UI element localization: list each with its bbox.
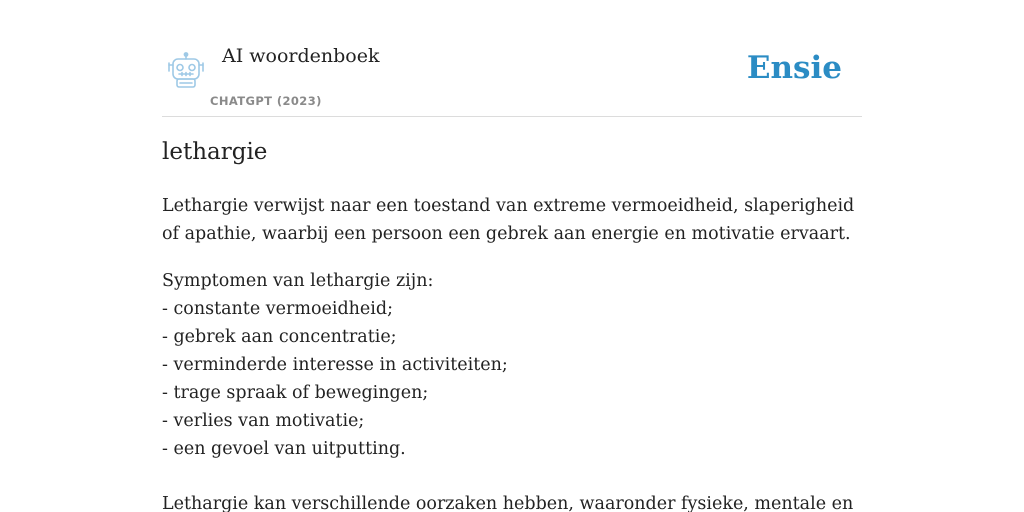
- symptom-item: - verlies van motivatie;: [162, 411, 365, 431]
- symptoms-heading: Symptomen van lethargie zijn:: [162, 271, 434, 291]
- entry-term: lethargie: [162, 139, 268, 165]
- symptom-item: - verminderde interesse in activiteiten;: [162, 355, 508, 375]
- symptoms-list: [162, 267, 862, 463]
- symptom-item: - gebrek aan concentratie;: [162, 327, 397, 347]
- entry-body: [162, 192, 862, 512]
- source-title[interactable]: AI woordenboek: [222, 45, 380, 67]
- entry-header: [162, 0, 862, 117]
- entry-causes: Lethargie kan verschillende oorzaken hebben, waaronder fysieke, mentale en: [162, 494, 854, 512]
- entry-definition: Lethargie verwijst naar een toestand van extreme vermoeidheid, slaperigheid of apathie, waarbij een persoon een gebrek aan energie en motivatie ervaart.: [162, 196, 855, 244]
- symptom-item: - trage spraak of bewegingen;: [162, 383, 429, 403]
- robot-icon: [166, 52, 206, 90]
- content-container: [162, 0, 862, 512]
- brand-logo[interactable]: Ensie: [746, 50, 842, 86]
- symptom-item: - een gevoel van uitputting.: [162, 439, 406, 459]
- source-meta: CHATGPT (2023): [210, 94, 322, 108]
- symptom-item: - constante vermoeidheid;: [162, 299, 393, 319]
